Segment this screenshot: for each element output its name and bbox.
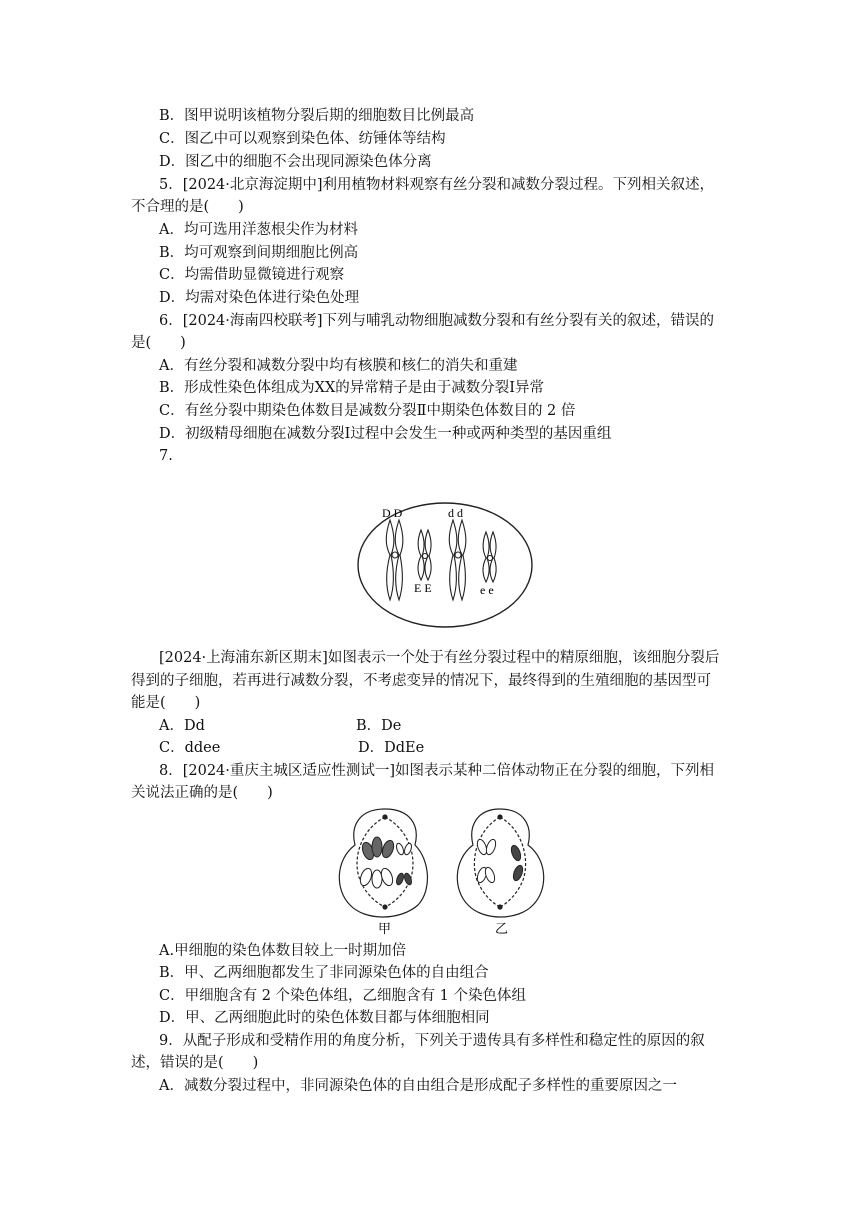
- label-dd-lower: d d: [448, 506, 463, 520]
- q5-option-d: D．均需对染色体进行染色处理: [159, 290, 360, 306]
- q7-stem-cont2: 能是( ): [131, 695, 201, 711]
- q9-option-a: A．减数分裂过程中，非同源染色体的自由组合是形成配子多样性的重要原因之一: [159, 1078, 677, 1094]
- q7-option-b: B．De: [356, 718, 402, 734]
- q7-option-c: C．ddee: [159, 740, 221, 756]
- q8-option-c: C．甲细胞含有 2 个染色体组，乙细胞含有 1 个染色体组: [159, 988, 526, 1004]
- label-ee-upper: E E: [414, 581, 432, 595]
- q5-option-c: C．均需借助显微镜进行观察: [159, 267, 345, 283]
- chromosome-dd-large: [386, 520, 403, 600]
- cell-jia: [339, 809, 427, 917]
- q8-stem-cont: 关说法正确的是( ): [131, 785, 273, 801]
- q4-option-d: D．图乙中的细胞不会出现同源染色体分离: [159, 154, 432, 170]
- chromosome-dd-small-letter: [449, 520, 466, 600]
- q7-number: 7.: [159, 448, 173, 464]
- q8-option-b: B．甲、乙两细胞都发生了非同源染色体的自由组合: [159, 965, 489, 981]
- q6-option-d: D．初级精母细胞在减数分裂Ⅰ过程中会发生一种或两种类型的基因重组: [159, 426, 612, 442]
- q6-option-b: B．形成性染色体组成为XX的异常精子是由于减数分裂Ⅰ异常: [159, 380, 545, 396]
- cell-yi-chromosomes: [476, 838, 525, 884]
- q8-option-a: A.甲细胞的染色体数目较上一时期加倍: [159, 943, 407, 959]
- q6-option-a: A．有丝分裂和减数分裂中均有核膜和核仁的消失和重建: [159, 358, 518, 374]
- q6-option-c: C．有丝分裂中期染色体数目是减数分裂Ⅱ中期染色体数目的 2 倍: [159, 403, 576, 419]
- q8-cells-figure: [330, 805, 560, 940]
- q8-option-d: D．甲、乙两细胞此时的染色体数目都与体细胞相同: [159, 1010, 490, 1026]
- q7-option-d: D．DdEe: [358, 740, 425, 756]
- q4-option-b: B．图甲说明该植物分裂后期的细胞数目比例最高: [159, 108, 475, 124]
- q7-cell-figure: [355, 500, 535, 630]
- q5-option-b: B．均可观察到间期细胞比例高: [159, 245, 359, 261]
- label-jia: 甲: [378, 921, 392, 936]
- q7-stem-cont1: 得到的子细胞，若再进行减数分裂，不考虑变异的情况下，最终得到的生殖细胞的基因型可: [131, 673, 711, 689]
- q5-stem-cont: 不合理的是( ): [131, 199, 244, 215]
- cell-jia-chromosomes: [358, 837, 413, 888]
- label-ee-lower: e e: [480, 583, 494, 597]
- label-yi: 乙: [495, 921, 509, 936]
- q6-stem: 6．[2024·海南四校联考]下列与哺乳动物细胞减数分裂和有丝分裂有关的叙述，错误的: [159, 313, 715, 329]
- label-dd-upper: D D: [382, 506, 403, 520]
- q9-stem: 9．从配子形成和受精作用的角度分析，下列关于遗传具有多样性和稳定性的原因的叙: [159, 1033, 705, 1049]
- q9-stem-cont: 述，错误的是( ): [131, 1055, 259, 1071]
- chromosome-ee-small: [418, 530, 431, 580]
- q5-option-a: A．均可选用洋葱根尖作为材料: [159, 222, 358, 238]
- q4-option-c: C．图乙中可以观察到染色体、纺锤体等结构: [159, 131, 446, 147]
- cell-yi: [457, 809, 543, 917]
- q5-stem: 5．[2024·北京海淀期中]利用植物材料观察有丝分裂和减数分裂过程。下列相关叙述，: [159, 177, 715, 193]
- chromosome-ee-lower: [483, 532, 496, 582]
- q8-stem: 8．[2024·重庆主城区适应性测试一]如图表示某种二倍体动物正在分裂的细胞，下列相: [159, 763, 715, 779]
- q7-option-a: A．Dd: [159, 718, 205, 734]
- q6-stem-cont: 是( ): [131, 335, 186, 351]
- q7-stem: [2024·上海浦东新区期末]如图表示一个处于有丝分裂过程中的精原细胞，该细胞分裂后: [159, 650, 720, 666]
